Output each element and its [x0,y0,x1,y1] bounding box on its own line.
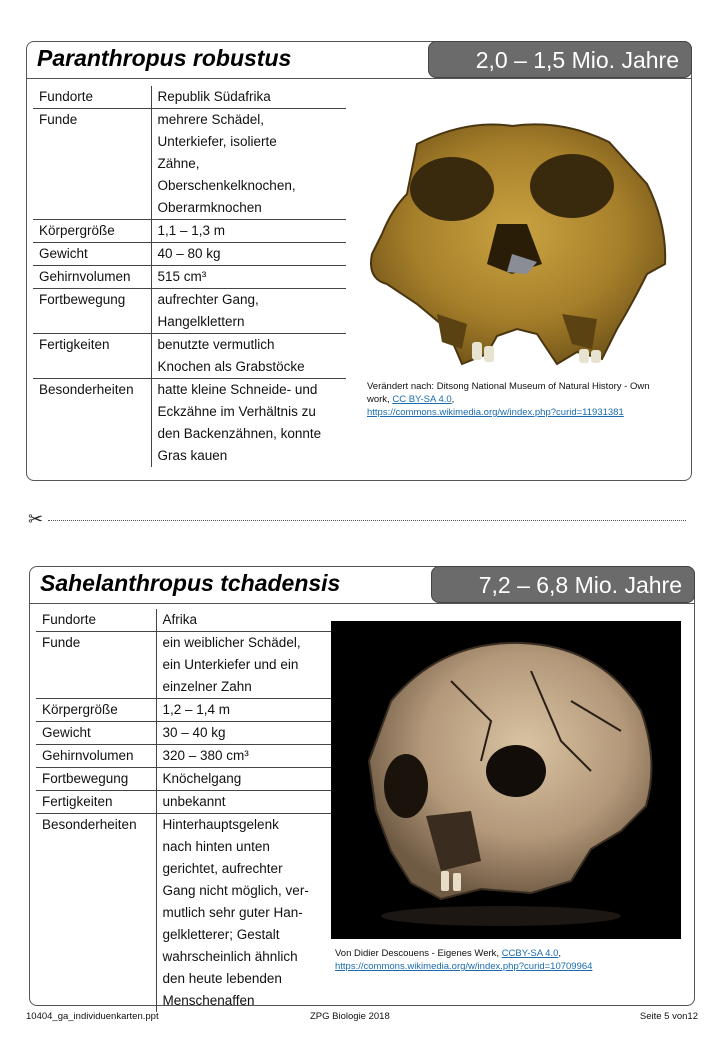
fact-value-line: Zähne, [157,156,200,171]
fact-label [36,632,156,699]
fact-value-line: den Backenzähnen, konnte [157,426,322,441]
fact-label [36,814,156,1013]
source-url-link[interactable]: https://commons.wikimedia.org/w/index.php?curid=10709964 [335,961,593,972]
fact-value-line: 515 cm³ [157,269,207,284]
fact-label [33,379,151,468]
fact-row [33,243,346,266]
fact-value [151,266,346,289]
fact-value-line: 1,1 – 1,3 m [157,223,226,238]
fact-label [33,220,151,243]
cut-line [48,520,686,521]
fact-label-text: Fortbewegung [39,292,126,307]
fact-value-line: Afrika [162,612,198,627]
fact-label-text: Funde [42,635,81,650]
fact-row [33,220,346,243]
fact-label-text: Besonderheiten [39,382,134,397]
fact-label-text: Körpergröße [42,702,118,717]
fact-label [33,334,151,379]
species-card-paranthropus [26,41,692,481]
fact-value-line: mutlich sehr guter Han- [162,905,303,920]
fact-label-text: Fertigkeiten [39,337,110,352]
fact-value-line: gelkletterer; Gestalt [162,927,280,942]
fact-row [36,791,331,814]
fact-value [156,699,331,722]
fact-label-text: Besonderheiten [42,817,137,832]
species-card-sahelanthropus [29,566,695,1006]
card-header [27,42,691,79]
fact-label [33,109,151,220]
fact-value [151,334,346,379]
fact-value-line: Knöchelgang [162,771,242,786]
license-link[interactable]: CCBY-SA 4.0 [501,948,559,959]
facts-table [36,609,331,1012]
footer-filename: 10404_ga_individuenkarten.ppt [26,1011,159,1022]
card-header [30,567,694,604]
fact-value [156,745,331,768]
fact-value-line: gerichtet, aufrechter [162,861,283,876]
fact-value-line: unbekannt [162,794,226,809]
species-title: Paranthropus robustus [37,45,292,71]
skull-photo-sahelanthropus [331,621,681,939]
credit-separator: , [558,948,562,959]
fact-value-line: Eckzähne im Verhältnis zu [157,404,316,419]
fact-value [156,632,331,699]
fact-value-line: Unterkiefer, isolierte [157,134,277,149]
fact-value [151,243,346,266]
license-link[interactable]: CC BY-SA 4.0 [392,394,452,405]
fact-value-line: 1,2 – 1,4 m [162,702,231,717]
fact-value-line: 320 – 380 cm³ [162,748,249,763]
fact-value-line: ein weiblicher Schädel, [162,635,301,650]
fact-label [36,791,156,814]
fact-label [36,609,156,632]
fact-row [36,609,331,632]
species-title: Sahelanthropus tchadensis [40,570,341,596]
footer-org: ZPG Biologie 2018 [310,1011,390,1022]
fact-label-text: Gewicht [39,246,88,261]
fact-label-text: Fertigkeiten [42,794,113,809]
fact-label [36,768,156,791]
fact-value-line: aufrechter Gang, [157,292,259,307]
fact-value-line: Menschenaffen [162,993,255,1008]
fact-value-line: mehrere Schädel, [157,112,265,127]
credit-text: Von Didier Descouens - Eigenes Werk, [335,948,500,959]
fact-value [151,86,346,109]
image-credit [335,947,675,973]
facts-table-body [36,609,331,1012]
fact-value [156,814,331,1013]
fact-value-line: Republik Südafrika [157,89,271,104]
fact-label [33,266,151,289]
fact-value-line: 30 – 40 kg [162,725,226,740]
fact-value-line: Gras kauen [157,448,228,463]
fact-row [36,722,331,745]
footer-page-number: Seite 5 von12 [639,1011,698,1022]
fact-label-text: Gewicht [42,725,91,740]
fact-label-text: Gehirnvolumen [42,748,134,763]
fact-value [151,379,346,468]
time-period-badge: 2,0 – 1,5 Mio. Jahre [428,41,692,78]
credit-separator: , [451,394,455,405]
fact-value-line: wahrscheinlich ähnlich [162,949,298,964]
fact-row [33,334,346,379]
fact-label-text: Fortbewegung [42,771,129,786]
fact-value [156,768,331,791]
fact-label [36,745,156,768]
fact-value-line: 40 – 80 kg [157,246,221,261]
credit-text: Verändert nach: Ditsong National Museum of Natural History - Own work, [367,381,650,405]
fact-label [33,243,151,266]
fact-row [36,745,331,768]
fact-value-line: hatte kleine Schneide- und [157,382,318,397]
fact-row [33,289,346,334]
fact-value [151,289,346,334]
fact-label-text: Fundorte [39,89,94,104]
fact-row [36,768,331,791]
fact-value-line: Hinterhauptsgelenk [162,817,279,832]
fact-row [36,814,331,1013]
fact-row [33,379,346,468]
facts-table [33,86,346,467]
fact-row [33,109,346,220]
fact-label [36,699,156,722]
fact-row [36,632,331,699]
time-period-badge: 7,2 – 6,8 Mio. Jahre [431,566,695,603]
fact-row [36,699,331,722]
facts-table-body [33,86,346,467]
fact-value-line: benutzte vermutlich [157,337,275,352]
fact-value-line: den heute lebenden [162,971,282,986]
fact-row [33,86,346,109]
image-credit [367,380,667,419]
fact-value-line: einzelner Zahn [162,679,252,694]
fact-value-line: Gang nicht möglich, ver- [162,883,309,898]
fact-value-line: nach hinten unten [162,839,270,854]
fact-label-text: Fundorte [42,612,97,627]
fact-value [151,220,346,243]
fact-value-line: Knochen als Grabstöcke [157,359,305,374]
fact-value [156,791,331,814]
fact-value-line: Hangelklettern [157,314,245,329]
fact-value-line: Oberarmknochen [157,200,262,215]
fact-value [156,722,331,745]
fact-row [33,266,346,289]
fact-label [33,289,151,334]
fact-value-line: Oberschenkelknochen, [157,178,296,193]
fact-label-text: Körpergröße [39,223,115,238]
fact-label [36,722,156,745]
fact-label [33,86,151,109]
fact-label-text: Gehirnvolumen [39,269,131,284]
fact-label-text: Funde [39,112,78,127]
fact-value [156,609,331,632]
fact-value [151,109,346,220]
fact-value-line: ein Unterkiefer und ein [162,657,299,672]
source-url-link[interactable]: https://commons.wikimedia.org/w/index.php?curid=11931381 [367,407,624,418]
scissors-icon: ✂ [28,509,44,529]
skull-photo-paranthropus [347,114,677,372]
